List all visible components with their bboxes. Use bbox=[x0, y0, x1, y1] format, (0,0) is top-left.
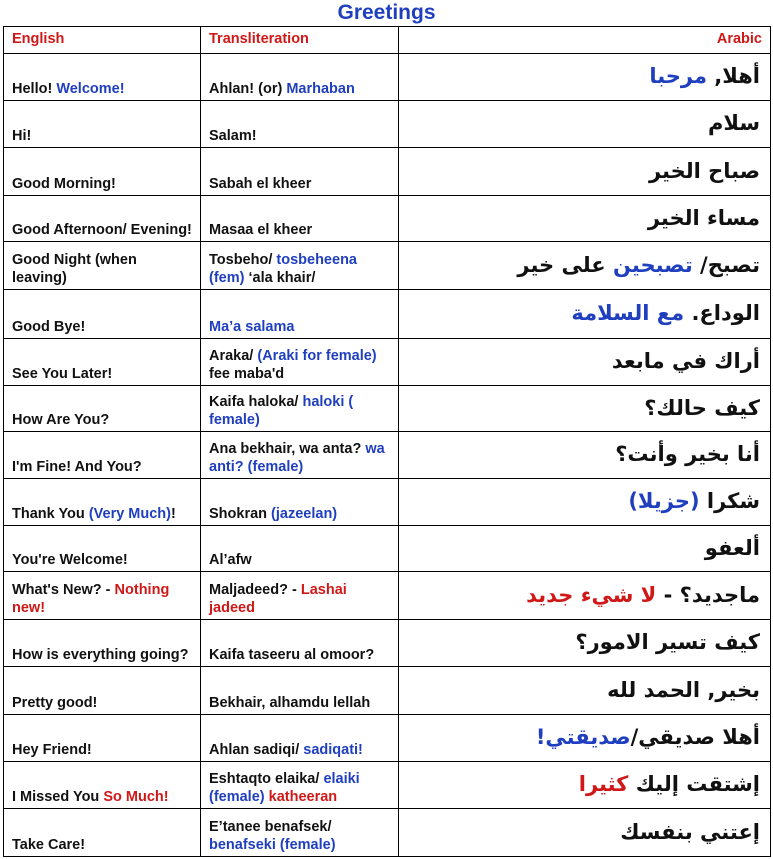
table-row bbox=[4, 762, 771, 809]
arabic-cell bbox=[399, 54, 771, 101]
text-segment: Thank You bbox=[12, 506, 89, 522]
table-row bbox=[4, 386, 771, 432]
text-segment: Kaifa taseeru al omoor? bbox=[209, 647, 375, 663]
english-cell bbox=[4, 148, 201, 196]
arabic-cell bbox=[399, 339, 771, 386]
text-segment: ألعفو bbox=[704, 535, 760, 560]
text-segment: katheeran bbox=[268, 789, 338, 805]
arabic-cell bbox=[399, 572, 771, 620]
text-segment: Ahlan sadiqi/ bbox=[209, 742, 304, 758]
text-segment: tosbeheena (fem) bbox=[209, 252, 357, 286]
table-row bbox=[4, 526, 771, 572]
text-segment: مع السلامة bbox=[571, 301, 685, 325]
text-segment: Ahlan! (or) bbox=[209, 81, 287, 97]
text-segment: لا شيء جديد bbox=[526, 582, 657, 607]
header-arabic: Arabic bbox=[399, 27, 771, 54]
transliteration-cell bbox=[201, 572, 399, 620]
text-segment: Marhaban bbox=[286, 81, 355, 97]
text-segment: How is everything going? bbox=[12, 647, 189, 663]
transliteration-cell bbox=[201, 526, 399, 572]
text-segment: ‘ala khair/ bbox=[244, 270, 316, 286]
text-segment: Nothing new! bbox=[12, 582, 170, 616]
text-segment: Masaa el kheer bbox=[209, 222, 313, 238]
text-segment: كيف تسير الامور؟ bbox=[575, 630, 760, 654]
text-segment: Take Care! bbox=[12, 837, 86, 853]
text-segment: تصبحين bbox=[612, 252, 693, 277]
text-segment: Hey Friend! bbox=[12, 742, 92, 758]
text-segment: صديقتي! bbox=[535, 725, 631, 749]
text-segment: Good Bye! bbox=[12, 319, 86, 335]
text-segment: Welcome! bbox=[56, 81, 125, 97]
arabic-cell bbox=[399, 715, 771, 762]
text-segment: (Very Much) bbox=[88, 506, 171, 522]
text-segment: Sabah el kheer bbox=[209, 176, 312, 192]
text-segment: So Much! bbox=[103, 789, 169, 805]
table-row bbox=[4, 479, 771, 526]
text-segment: Lashai jadeed bbox=[209, 582, 347, 616]
english-cell bbox=[4, 339, 201, 386]
table-header-row bbox=[4, 27, 771, 54]
table-row bbox=[4, 54, 771, 101]
table-body bbox=[4, 27, 771, 857]
text-segment: بخير, الحمد لله bbox=[607, 677, 760, 702]
text-segment: Good Afternoon/ Evening! bbox=[12, 222, 192, 238]
text-segment: على خير bbox=[517, 252, 613, 277]
text-segment: See You Later! bbox=[12, 366, 113, 382]
table-row bbox=[4, 148, 771, 196]
table-row bbox=[4, 667, 771, 715]
text-segment: أراك في مابعد bbox=[611, 349, 760, 373]
transliteration-cell bbox=[201, 148, 399, 196]
greetings-table bbox=[3, 26, 771, 857]
text-segment: صباح الخير bbox=[648, 158, 760, 183]
table-row bbox=[4, 432, 771, 479]
text-segment: Ana bekhair, wa anta? bbox=[209, 441, 366, 457]
arabic-cell bbox=[399, 196, 771, 242]
transliteration-cell bbox=[201, 290, 399, 339]
text-segment: You're Welcome! bbox=[12, 552, 128, 568]
text-segment: (jazeelan) bbox=[271, 506, 338, 522]
english-cell bbox=[4, 715, 201, 762]
text-segment: سلام bbox=[708, 111, 760, 135]
text-segment: wa anti? (female) bbox=[209, 441, 385, 475]
text-segment: الوداع. bbox=[684, 301, 760, 325]
text-segment: ماجديد؟ - bbox=[656, 582, 760, 607]
transliteration-cell bbox=[201, 54, 399, 101]
text-segment: Al’afw bbox=[209, 552, 252, 568]
text-segment: أهلا صديقي/ bbox=[630, 725, 760, 749]
text-segment: كيف حالك؟ bbox=[644, 395, 760, 420]
text-segment: Maljadeed? - bbox=[209, 582, 301, 598]
text-segment: Good Night (when leaving) bbox=[12, 252, 137, 286]
text-segment: أهلا, bbox=[707, 64, 760, 88]
text-segment: تصبح/ bbox=[692, 252, 760, 277]
english-cell bbox=[4, 432, 201, 479]
transliteration-cell bbox=[201, 386, 399, 432]
table-row bbox=[4, 809, 771, 857]
transliteration-cell bbox=[201, 101, 399, 148]
english-cell bbox=[4, 809, 201, 857]
table-row bbox=[4, 620, 771, 667]
english-cell bbox=[4, 386, 201, 432]
text-segment: إشتقت إليك bbox=[628, 772, 760, 796]
text-segment: Hi! bbox=[12, 128, 32, 144]
text-segment: haloki ( female) bbox=[209, 394, 354, 428]
english-cell bbox=[4, 762, 201, 809]
transliteration-cell bbox=[201, 242, 399, 290]
transliteration-cell bbox=[201, 432, 399, 479]
text-segment: How Are You? bbox=[12, 412, 110, 428]
text-segment: Kaifa haloka/ bbox=[209, 394, 303, 410]
table-row bbox=[4, 101, 771, 148]
table-row bbox=[4, 196, 771, 242]
transliteration-cell bbox=[201, 339, 399, 386]
table-row bbox=[4, 572, 771, 620]
arabic-cell bbox=[399, 479, 771, 526]
header-english: English bbox=[4, 27, 201, 54]
text-segment: Tosbeho/ bbox=[209, 252, 277, 268]
text-segment: I'm Fine! And You? bbox=[12, 459, 142, 475]
english-cell bbox=[4, 572, 201, 620]
transliteration-cell bbox=[201, 715, 399, 762]
text-segment: elaiki (female) bbox=[209, 771, 360, 805]
text-segment: fee maba'd bbox=[209, 366, 285, 382]
text-segment: I Missed You bbox=[12, 789, 104, 805]
arabic-cell bbox=[399, 526, 771, 572]
header-transliteration: Transliteration bbox=[201, 27, 399, 54]
transliteration-cell bbox=[201, 196, 399, 242]
text-segment: Good Morning! bbox=[12, 176, 116, 192]
arabic-cell bbox=[399, 242, 771, 290]
text-segment: Bekhair, alhamdu lellah bbox=[209, 695, 371, 711]
arabic-cell bbox=[399, 667, 771, 715]
text-segment: Salam! bbox=[209, 128, 257, 144]
arabic-cell bbox=[399, 148, 771, 196]
transliteration-cell bbox=[201, 762, 399, 809]
english-cell bbox=[4, 101, 201, 148]
text-segment: Pretty good! bbox=[12, 695, 98, 711]
transliteration-cell bbox=[201, 667, 399, 715]
text-segment: benafseki (female) bbox=[209, 837, 336, 853]
arabic-cell bbox=[399, 290, 771, 339]
transliteration-cell bbox=[201, 809, 399, 857]
page-title: Greetings bbox=[337, 1, 436, 24]
text-segment: Ma’a salama bbox=[209, 319, 295, 335]
arabic-cell bbox=[399, 762, 771, 809]
transliteration-cell bbox=[201, 479, 399, 526]
text-segment: E’tanee benafsek/ bbox=[209, 819, 332, 835]
arabic-cell bbox=[399, 809, 771, 857]
text-segment: ! bbox=[171, 506, 176, 522]
english-cell bbox=[4, 242, 201, 290]
english-cell bbox=[4, 54, 201, 101]
text-segment: كثيرا bbox=[578, 772, 629, 796]
text-segment: Shokran bbox=[209, 506, 272, 522]
english-cell bbox=[4, 667, 201, 715]
text-segment: إعتني بنفسك bbox=[620, 819, 760, 844]
arabic-cell bbox=[399, 101, 771, 148]
text-segment: مساء الخير bbox=[647, 205, 760, 230]
text-segment: مرحبا bbox=[649, 64, 707, 88]
english-cell bbox=[4, 526, 201, 572]
arabic-cell bbox=[399, 432, 771, 479]
text-segment: What's New? - bbox=[12, 582, 115, 598]
table-row bbox=[4, 242, 771, 290]
table-row bbox=[4, 339, 771, 386]
text-segment: (جزيلا) bbox=[628, 489, 700, 513]
english-cell bbox=[4, 479, 201, 526]
text-segment: أنا بخير وأنت؟ bbox=[615, 442, 760, 466]
arabic-cell bbox=[399, 620, 771, 667]
table-row bbox=[4, 715, 771, 762]
text-segment: (Araki for female) bbox=[257, 348, 377, 364]
english-cell bbox=[4, 290, 201, 339]
text-segment: شكرا bbox=[699, 489, 760, 513]
text-segment: Hello! bbox=[12, 81, 57, 97]
text-segment: Eshtaqto elaika/ bbox=[209, 771, 324, 787]
arabic-cell bbox=[399, 386, 771, 432]
text-segment: Araka/ bbox=[209, 348, 258, 364]
english-cell bbox=[4, 620, 201, 667]
english-cell bbox=[4, 196, 201, 242]
table-row bbox=[4, 290, 771, 339]
text-segment: sadiqati! bbox=[303, 742, 363, 758]
transliteration-cell bbox=[201, 620, 399, 667]
